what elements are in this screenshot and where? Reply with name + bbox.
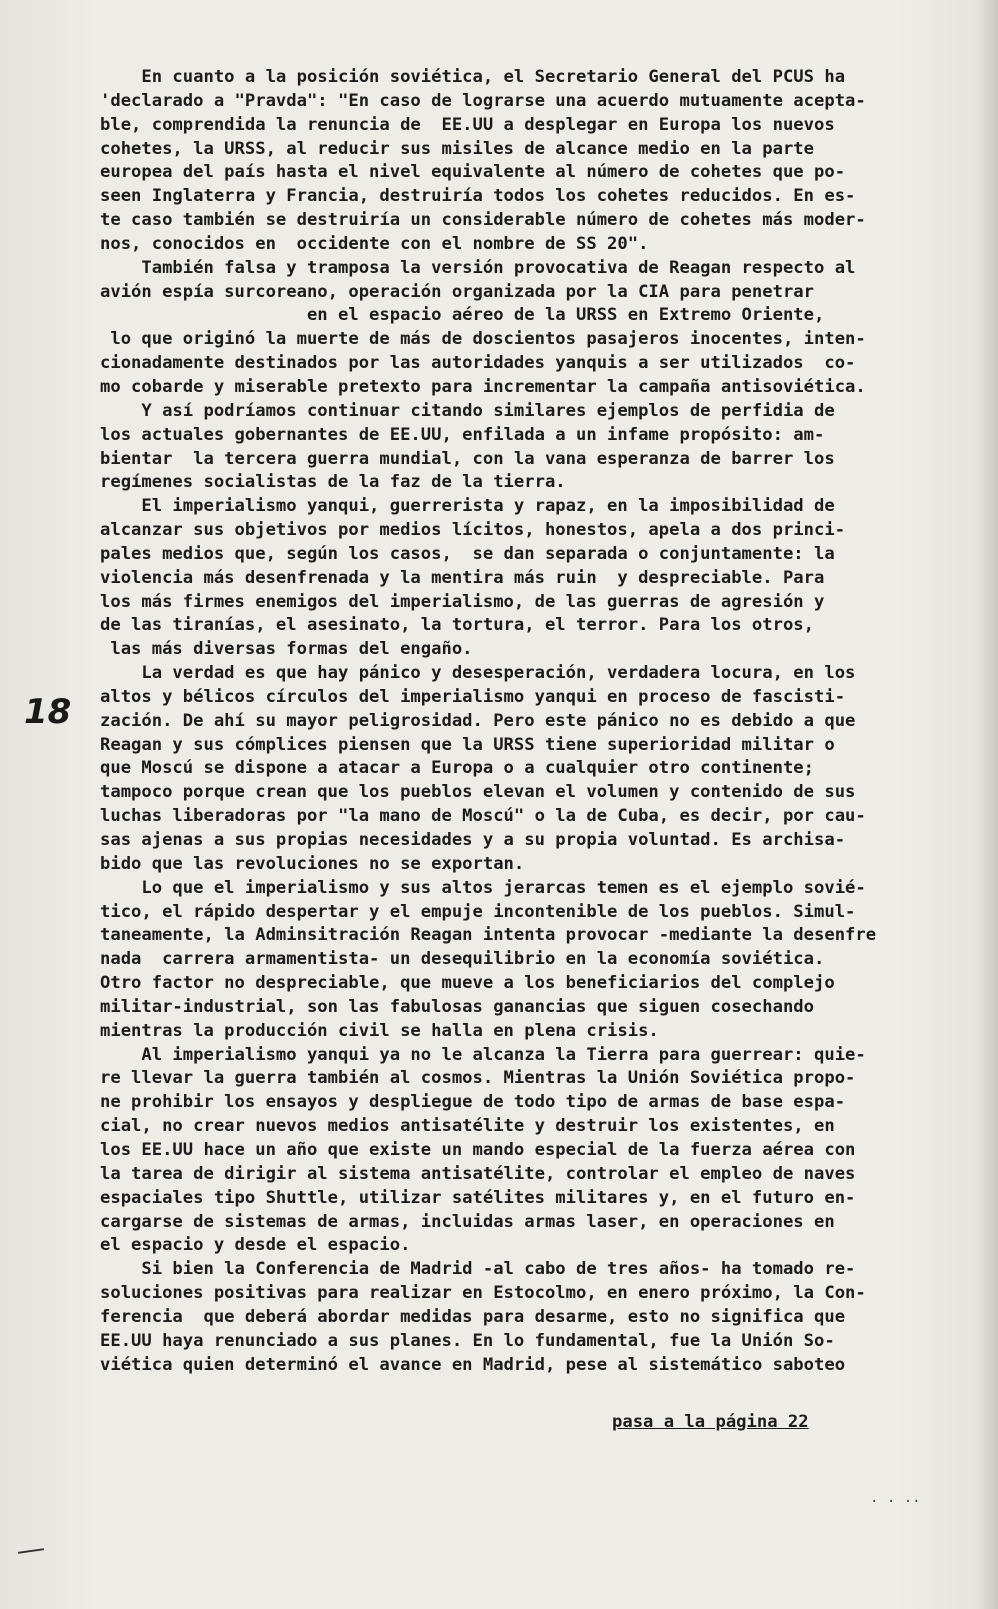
text-line: cial, no crear nuevos medios antisatélite y destruir los existentes, en [100, 1116, 835, 1137]
text-line: las más diversas formas del engaño. [100, 639, 473, 660]
text-line: de las tiranías, el asesinato, la tortura, el terror. Para los otros, [100, 615, 814, 636]
text-line: europea del país hasta el nivel equivalente al número de cohetes que po- [100, 162, 846, 183]
text-line: bido que las revoluciones no se exportan. [100, 853, 525, 874]
text-line: nos, conocidos en occidente con el nombre de SS 20". [100, 233, 649, 254]
text-line: en el espacio aéreo de la URSS en Extremo Oriente, [100, 305, 825, 326]
text-line: bientar la tercera guerra mundial, con la vana esperanza de barrer los [100, 448, 835, 469]
page-number: 18 [24, 692, 72, 732]
text-line: ble, comprendida la renuncia de EE.UU a desplegar en Europa los nuevos [100, 114, 835, 135]
text-line: la tarea de dirigir al sistema antisatélite, controlar el empleo de naves [100, 1163, 856, 1184]
text-line: seen Inglaterra y Francia, destruiría todos los cohetes reducidos. En es- [100, 186, 856, 207]
text-line: luchas liberadoras por "la mano de Moscú" o la de Cuba, es decir, por cau- [100, 806, 866, 827]
text-line: En cuanto a la posición soviética, el Secretario General del PCUS ha [100, 67, 846, 87]
margin-mark [18, 1548, 44, 1554]
text-line: nada carrera armamentista- un desequilibrio en la economía soviética. [100, 949, 825, 970]
text-line: EE.UU haya renunciado a sus planes. En lo fundamental, fue la Unión So- [100, 1330, 835, 1351]
text-line: re llevar la guerra también al cosmos. Mientras la Unión Soviética propo- [100, 1068, 856, 1089]
text-line: avión espía surcoreano, operación organizada por la CIA para penetrar [100, 281, 814, 302]
text-line: cargarse de sistemas de armas, incluidas armas laser, en operaciones en [100, 1211, 835, 1232]
text-line: tampoco porque crean que los pueblos elevan el volumen y contenido de sus [100, 782, 856, 803]
text-line: violencia más desenfrenada y la mentira más ruin y despreciable. Para [100, 567, 825, 588]
text-line: sas ajenas a sus propias necesidades y a su propia voluntad. Es archisa- [100, 830, 846, 850]
text-line: La verdad es que hay pánico y desesperación, verdadera locura, en los [100, 663, 856, 684]
text-line: alcanzar sus objetivos por medios lícitos, honestos, apela a dos princi- [100, 520, 846, 541]
text-line: mientras la producción civil se halla en plena crisis. [100, 1020, 659, 1041]
text-line: También falsa y tramposa la versión provocativa de Reagan respecto al [100, 257, 856, 278]
text-line: militar-industrial, son las fabulosas ganancias que siguen cosechando [100, 996, 814, 1017]
text-line: viética quien determinó el avance en Madrid, pese al sistemático saboteo [100, 1354, 846, 1375]
text-line: ferencia que deberá abordar medidas para desarme, esto no significa que [100, 1306, 846, 1327]
text-line: te caso también se destruiría un considerable número de cohetes más moder- [100, 210, 866, 231]
text-line: ne prohibir los ensayos y despliegue de todo tipo de armas de base espa- [100, 1092, 846, 1113]
text-line: Al imperialismo yanqui ya no le alcanza la Tierra para guerrear: quie- [100, 1044, 866, 1065]
text-line: lo que originó la muerte de más de doscientos pasajeros inocentes, inten- [100, 329, 866, 350]
text-line: cohetes, la URSS, al reducir sus misiles de alcance medio en la parte [100, 138, 814, 159]
paper-specks: . . .. [870, 1490, 921, 1506]
text-line: mo cobarde y miserable pretexto para incrementar la campaña antisoviética. [100, 376, 866, 397]
text-line: Reagan y sus cómplices piensen que la URSS tiene superioridad militar o [100, 734, 835, 755]
continued-on-page-note: pasa a la página 22 [612, 1412, 809, 1432]
text-line: el espacio y desde el espacio. [100, 1235, 411, 1256]
text-line: taneamente, la Adminsitración Reagan intenta provocar -mediante la desenfre [100, 925, 877, 946]
text-line: Lo que el imperialismo y sus altos jerarcas temen es el ejemplo sovié- [100, 877, 866, 898]
text-line: los actuales gobernantes de EE.UU, enfilada a un infame propósito: am- [100, 424, 825, 445]
text-line: los más firmes enemigos del imperialismo, de las guerras de agresión y [100, 591, 825, 612]
text-line: pales medios que, según los casos, se dan separada o conjuntamente: la [100, 543, 835, 564]
text-line: espaciales tipo Shuttle, utilizar satélites militares y, en el futuro en- [100, 1187, 856, 1208]
text-line: zación. De ahí su mayor peligrosidad. Pero este pánico no es debido a que [100, 710, 856, 731]
text-line: Y así podríamos continuar citando similares ejemplos de perfidia de [100, 400, 835, 421]
text-line: que Moscú se dispone a atacar a Europa o a cualquier otro continente; [100, 758, 814, 779]
text-line: tico, el rápido despertar y el empuje incontenible de los pueblos. Simul- [100, 901, 856, 922]
text-line: cionadamente destinados por las autoridades yanquis a ser utilizados co- [100, 353, 856, 374]
article-body [100, 66, 980, 1377]
text-line: altos y bélicos círculos del imperialismo yanqui en proceso de fascisti- [100, 686, 846, 707]
text-line: Si bien la Conferencia de Madrid -al cabo de tres años- ha tomado re- [100, 1259, 856, 1280]
text-line: El imperialismo yanqui, guerrerista y rapaz, en la imposibilidad de [100, 496, 835, 517]
text-line: regímenes socialistas de la faz de la tierra. [100, 472, 566, 493]
text-line: soluciones positivas para realizar en Estocolmo, en enero próximo, la Con- [100, 1283, 866, 1304]
text-line: los EE.UU hace un año que existe un mando especial de la fuerza aérea con [100, 1139, 856, 1160]
text-line: 'declarado a "Pravda": "En caso de lograrse una acuerdo mutuamente acepta- [100, 90, 866, 111]
text-line: Otro factor no despreciable, que mueve a los beneficiarios del complejo [100, 973, 835, 994]
